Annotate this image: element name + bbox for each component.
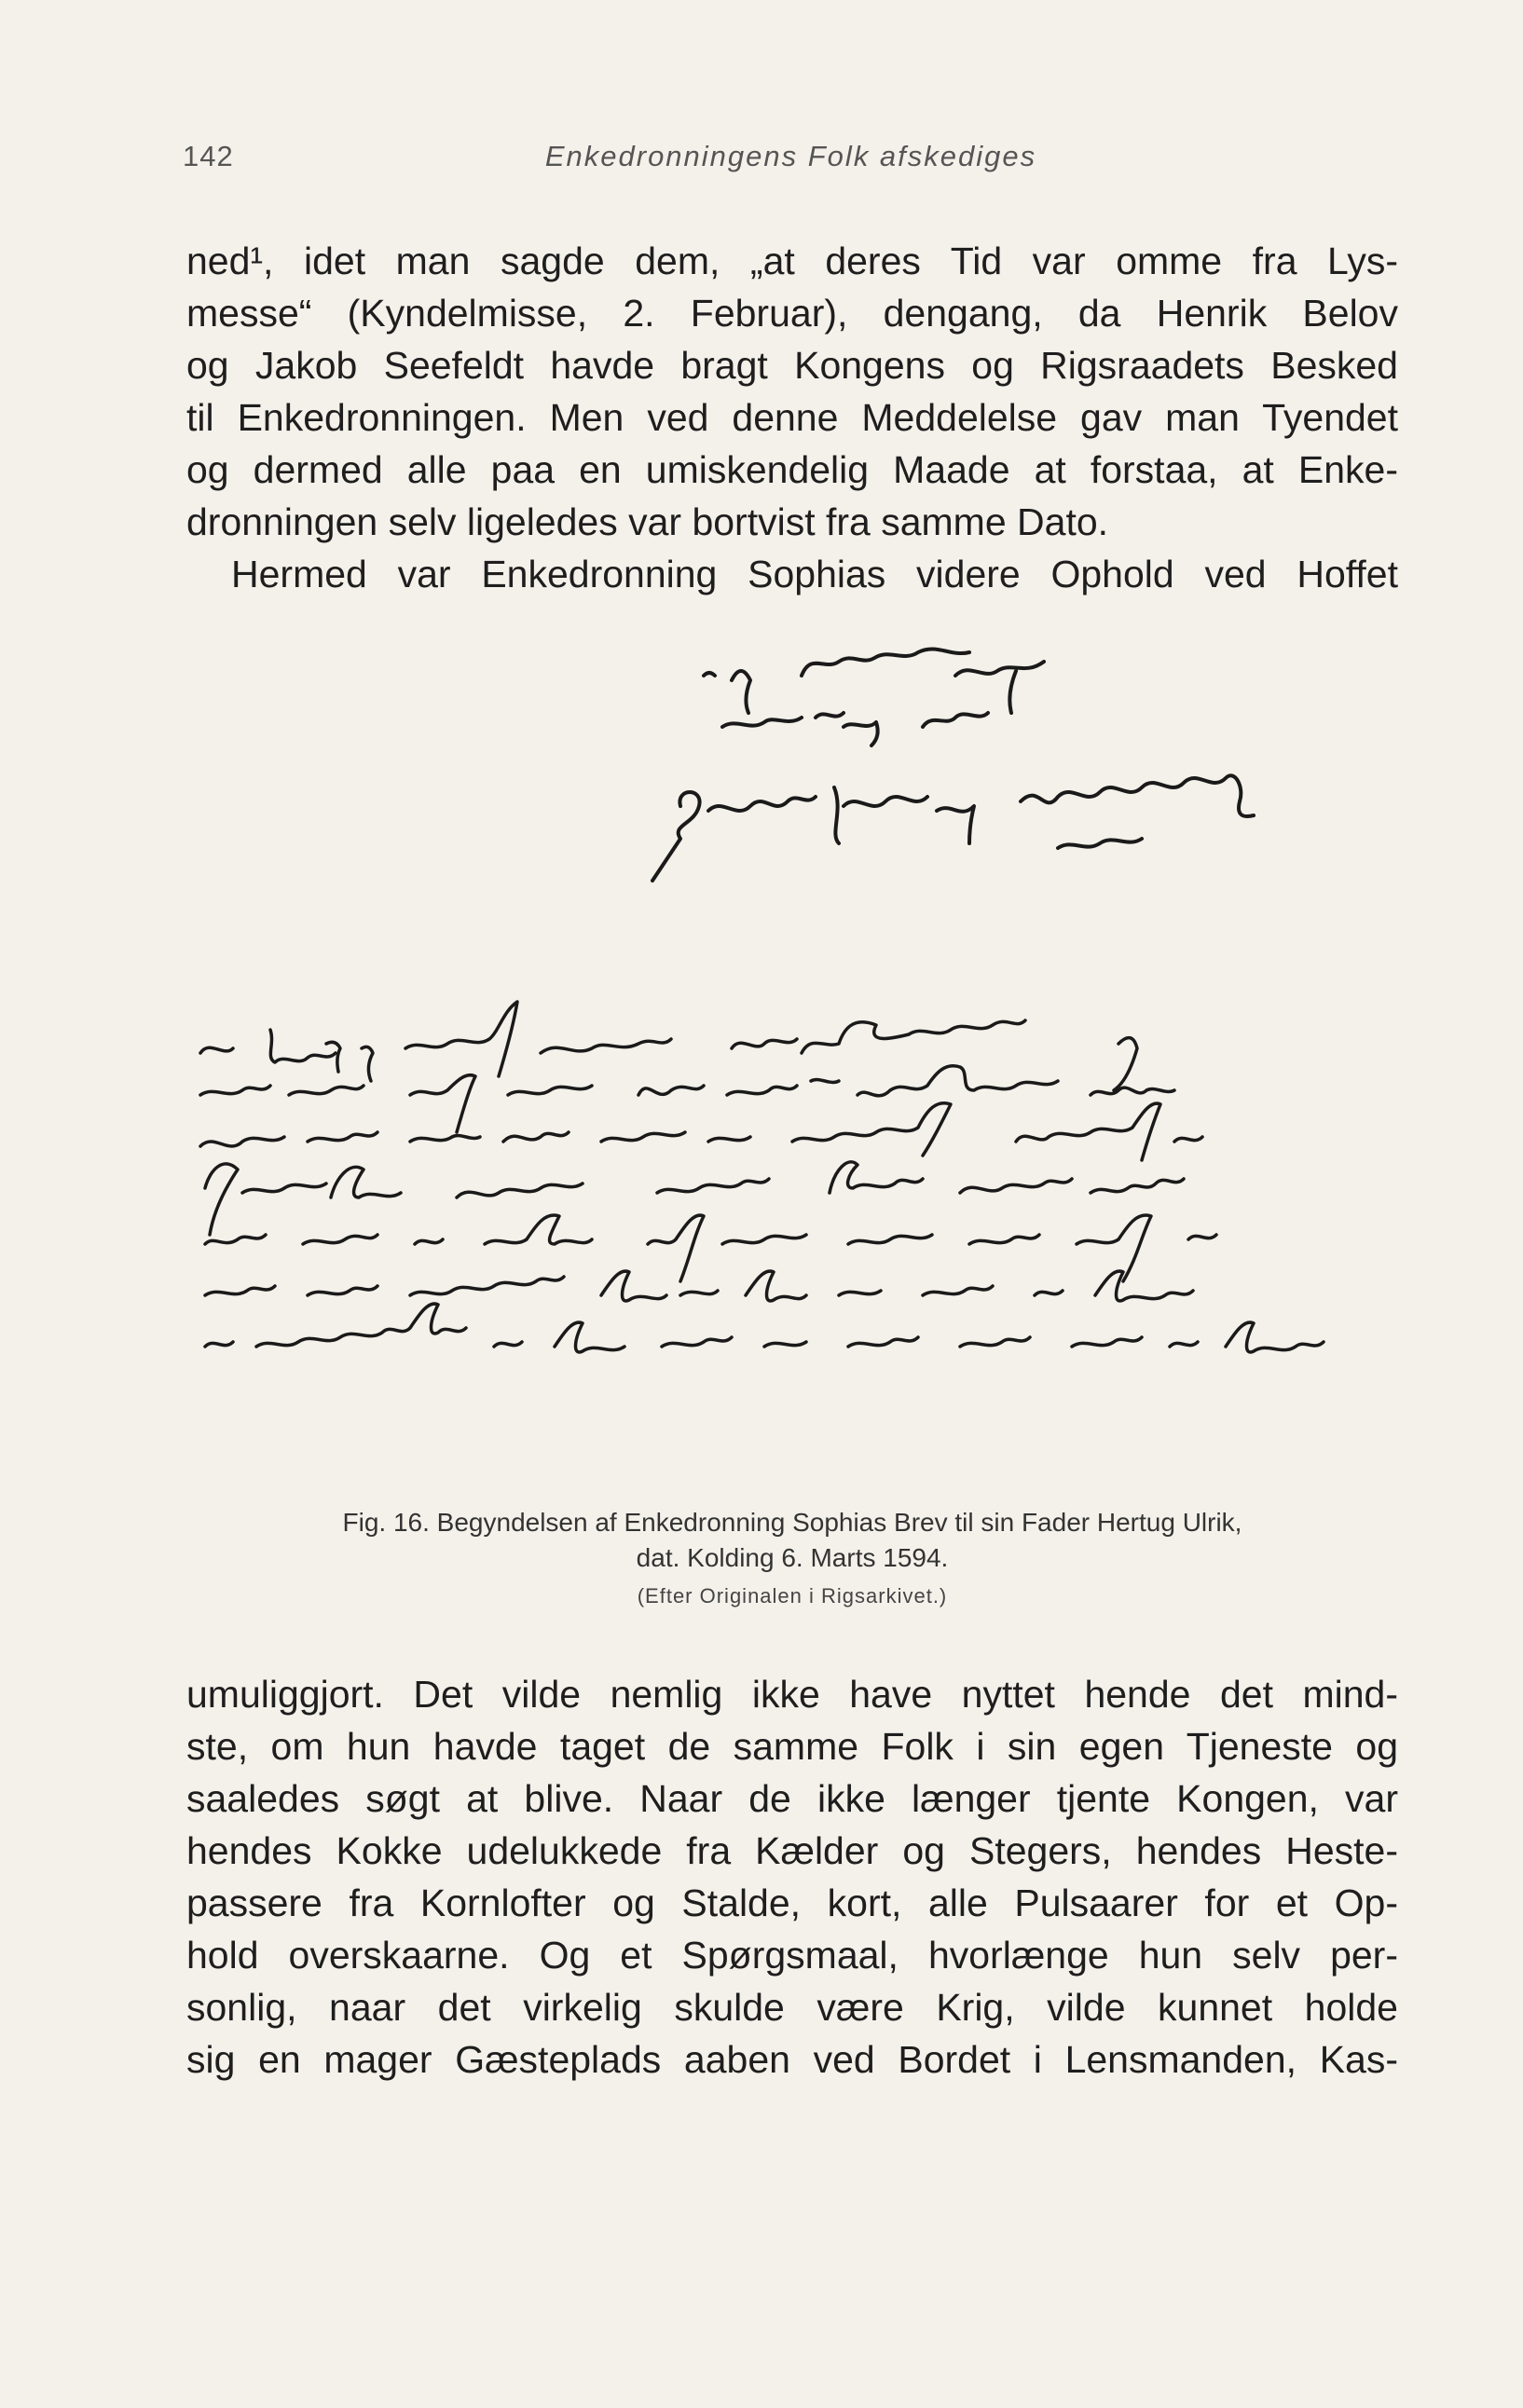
handwriting-image (186, 624, 1435, 1482)
page-number: 142 (183, 140, 234, 172)
handwritten-letter-figure (186, 624, 1435, 1482)
text-line: hendes Kokke udelukkede fra Kælder og Stegers, hendes Heste- (186, 1829, 1398, 1872)
text-line: passere fra Kornlofter og Stalde, kort, alle Pulsaarer for et Op- (186, 1881, 1398, 1924)
text-line: umuliggjort. Det vilde nemlig ikke have nyttet hende det mind- (186, 1673, 1398, 1716)
text-line: og Jakob Seefeldt havde bragt Kongens og Rigsraadets Besked (186, 344, 1398, 387)
text-line: sonlig, naar det virkelig skulde være Krig, vilde kunnet holde (186, 1986, 1398, 2029)
figure-source-note: (Efter Originalen i Rigsarkivet.) (637, 1584, 948, 1608)
figure-caption: Fig. 16. Begyndelsen af Enkedronning Sophias Brev til sin Fader Hertug Ulrik, (342, 1508, 1242, 1537)
running-title: Enkedronningens Folk afskediges (544, 140, 1037, 172)
text-line: til Enkedronningen. Men ved denne Meddelelse gav man Tyendet (186, 396, 1398, 439)
text-line: dronningen selv ligeledes var bortvist fra samme Dato. (186, 500, 1109, 543)
text-line: messe“ (Kyndelmisse, 2. Februar), dengang, da Henrik Belov (186, 292, 1398, 335)
running-head (183, 140, 1399, 186)
text-line: ste, om hun havde taget de samme Folk i sin egen Tjeneste og (186, 1725, 1398, 1768)
text-line: ned¹, idet man sagde dem, „at deres Tid var omme fra Lys- (186, 239, 1398, 282)
text-line: og dermed alle paa en umiskendelig Maade at forstaa, at Enke- (186, 448, 1398, 491)
text-line: Hermed var Enkedronning Sophias videre Ophold ved Hoffet (231, 553, 1398, 595)
text-line: hold overskaarne. Og et Spørgsmaal, hvorlænge hun selv per- (186, 1934, 1398, 1977)
text-line: sig en mager Gæsteplads aaben ved Bordet i Lensmanden, Kas- (186, 2038, 1398, 2081)
body-paragraph-top (186, 235, 1398, 600)
figure-caption-date: dat. Kolding 6. Marts 1594. (636, 1543, 949, 1572)
text-line: saaledes søgt at blive. Naar de ikke længer tjente Kongen, var (186, 1777, 1398, 1820)
body-paragraph-bottom (186, 1668, 1398, 2086)
